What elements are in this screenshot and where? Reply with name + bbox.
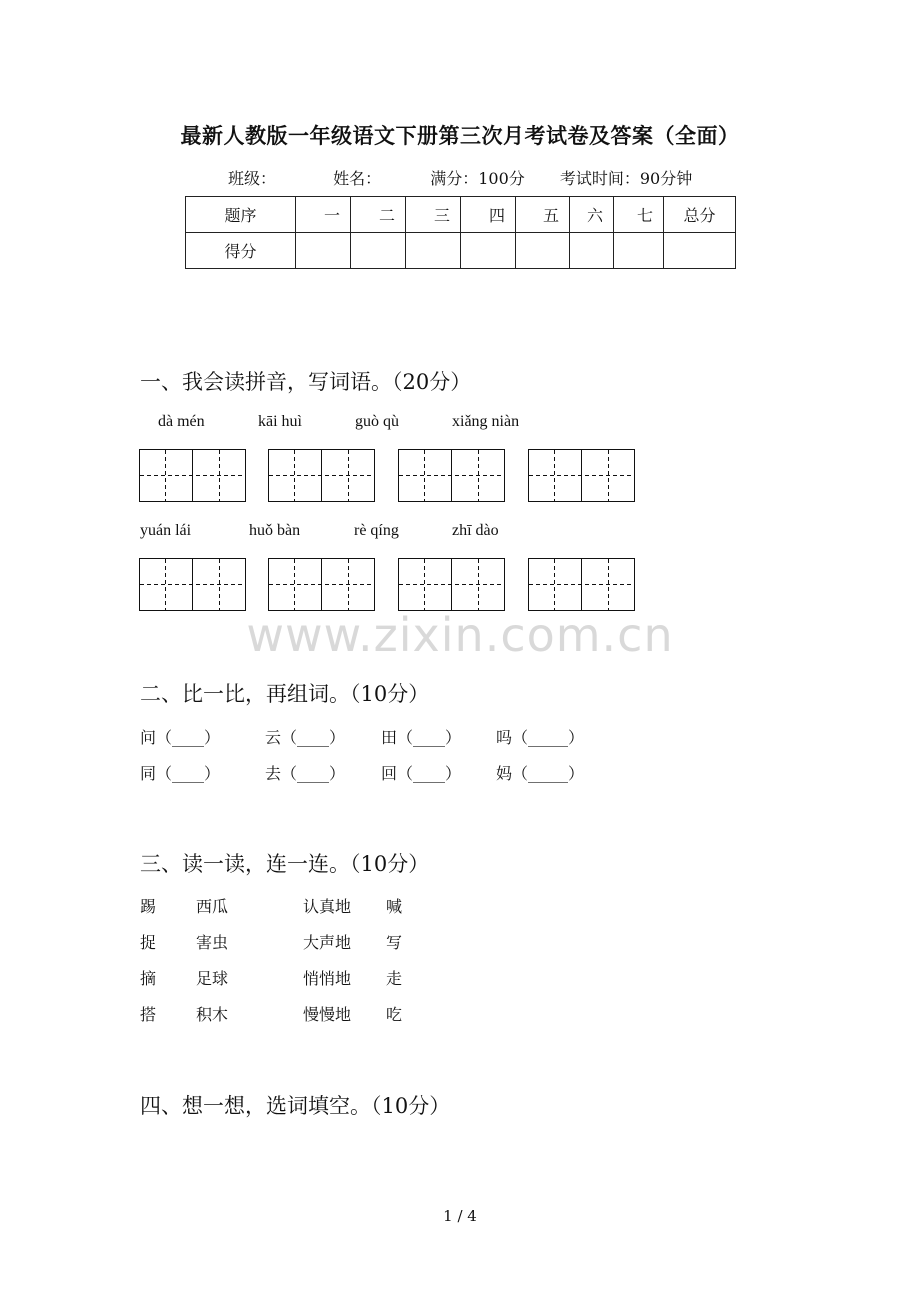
verb-item: 捉 [140,933,157,952]
score-header-cell: 总分 [664,197,736,233]
score-header-cell: 六 [570,197,614,233]
score-row-label: 得分 [186,233,296,269]
tianzige-writing-box[interactable] [398,449,504,501]
score-header-cell: 三 [406,197,461,233]
class-label: 班级： [228,169,277,188]
section3-title: 三、读一读，连一连。（10分） [140,852,430,876]
score-header-cell: 题序 [186,197,296,233]
section1-title: 一、我会读拼音，写词语。（20分） [140,370,472,394]
verb-item: 搭 [140,1005,157,1024]
pinyin-label: xiǎng niàn [452,413,520,430]
section2-title: 二、比一比，再组词。（10分） [140,682,430,706]
score-header-cell: 五 [516,197,570,233]
tianzige-writing-box[interactable] [398,558,504,610]
score-input-cell[interactable] [461,233,516,269]
score-input-cell[interactable] [664,233,736,269]
adverb-item: 大声地 [303,933,352,952]
exam-info [228,166,714,189]
action-item: 走 [386,969,403,988]
pinyin-label: huǒ bàn [249,522,301,539]
name-label: 姓名： [333,169,382,188]
adverb-item: 认真地 [303,897,352,916]
score-table-header-row [186,197,736,233]
object-item: 足球 [196,969,229,988]
score-input-cell[interactable] [614,233,664,269]
tianzige-writing-box[interactable] [268,558,374,610]
object-item: 积木 [196,1005,229,1024]
score-input-cell[interactable] [516,233,570,269]
score-table [185,196,736,269]
compare-item: 问（____） [140,728,221,747]
tianzige-writing-box[interactable] [528,449,634,501]
watermark: www.zixin.com.cn [246,608,674,662]
object-item: 害虫 [196,933,229,952]
score-input-cell[interactable] [296,233,351,269]
score-header-cell: 二 [351,197,406,233]
compare-item: 云（____） [265,728,346,747]
compare-item: 田（____） [381,728,462,747]
tianzige-writing-box[interactable] [268,449,374,501]
pinyin-label: dà mén [158,413,205,430]
score-header-cell: 七 [614,197,664,233]
section4-title: 四、想一想，选词填空。（10分） [140,1094,451,1118]
score-table-score-row [186,233,736,269]
pinyin-label: guò qù [355,413,399,430]
score-header-cell: 一 [296,197,351,233]
tianzige-writing-box[interactable] [139,558,245,610]
compare-item: 吗（_____） [496,728,585,747]
action-item: 喊 [386,897,403,916]
action-item: 写 [386,933,403,952]
exam-time-label: 考试时间：90分钟 [559,169,693,188]
score-header-cell: 四 [461,197,516,233]
page-number: 1 / 4 [443,1207,477,1225]
tianzige-writing-box[interactable] [139,449,245,501]
compare-item: 妈（_____） [496,764,585,783]
pinyin-label: yuán lái [140,522,192,539]
verb-item: 踢 [140,897,157,916]
object-item: 西瓜 [196,897,229,916]
score-input-cell[interactable] [351,233,406,269]
full-score-label: 满分：100分 [430,169,525,188]
pinyin-label: kāi huì [258,413,302,430]
verb-item: 摘 [140,969,157,988]
compare-item: 去（____） [265,764,346,783]
pinyin-label: rè qíng [354,522,399,539]
score-input-cell[interactable] [570,233,614,269]
adverb-item: 悄悄地 [303,969,352,988]
pinyin-label: zhī dào [452,522,499,539]
score-input-cell[interactable] [406,233,461,269]
page-title: 最新人教版一年级语文下册第三次月考试卷及答案（全面） [180,123,740,148]
tianzige-writing-box[interactable] [528,558,634,610]
action-item: 吃 [386,1005,403,1024]
adverb-item: 慢慢地 [303,1005,352,1024]
compare-item: 回（____） [381,764,462,783]
compare-item: 同（____） [140,764,221,783]
